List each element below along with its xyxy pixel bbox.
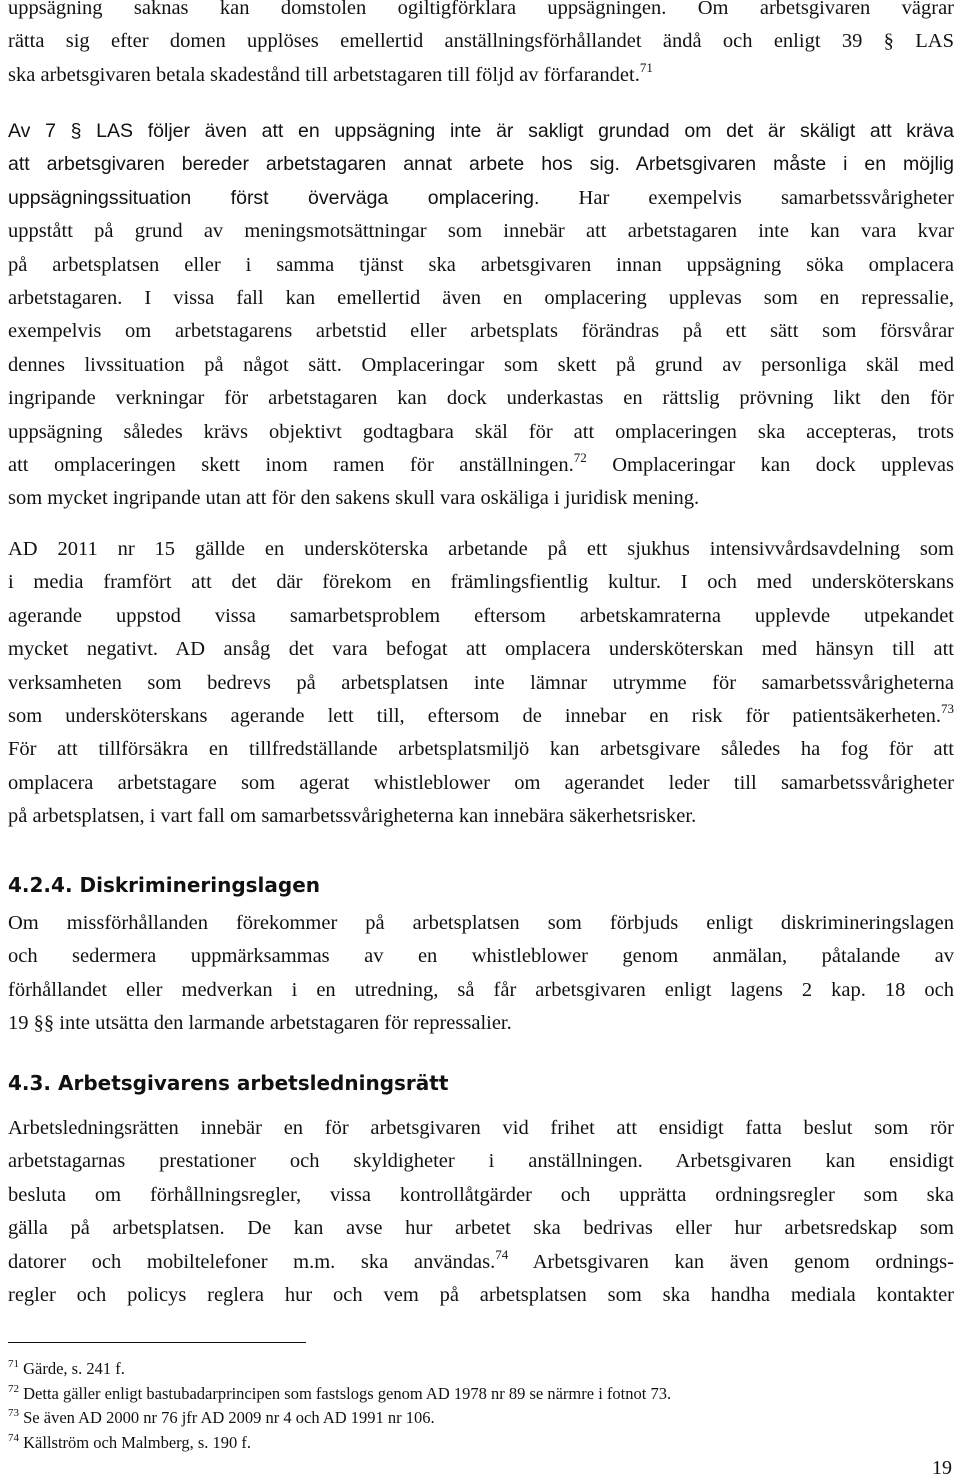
text-line: mycket negativt. AD ansåg det vara befogat att omplacera undersköterskan med hänsyn till att xyxy=(8,638,954,661)
paragraph-diskriminering xyxy=(8,907,954,1041)
footnote-number: 74 xyxy=(8,1431,19,1444)
text-span: ska arbetsgivaren betala skadestånd till arbetstagaren till följd av förfarandet. xyxy=(8,63,640,86)
text-span: Omplaceringar kan dock upplevas xyxy=(586,454,954,477)
text-line: regler och policys reglera hur och vem på arbetsplatsen som ska handha mediala kontakter xyxy=(8,1284,954,1307)
footnote-number: 71 xyxy=(8,1358,19,1370)
text-line: förhållandet eller medverkan i en utredning, så får arbetsgivaren enligt lagens 2 kap. 18 och xyxy=(8,978,954,1001)
text-line: ingripande verkningar för arbetstagaren kan dock underkastas en rättslig prövning likt den för xyxy=(8,387,954,410)
text-line: på arbetsplatsen eller i samma tjänst ska arbetsgivaren innan uppsägning söka omplacera xyxy=(8,253,954,276)
text-line: För att tillförsäkra en tillfredställande arbetsplatsmiljö kan arbetsgivare således ha fog för att xyxy=(8,738,954,761)
page-number: 19 xyxy=(932,1457,952,1479)
text-line: arbetstagarnas prestationer och skyldigheter i anställningen. Arbetsgivaren kan ensidigt xyxy=(8,1150,954,1173)
text-line: rätta sig efter domen upplöses emellertid anställningsförhållandet ändå och enligt 39 § LAS xyxy=(8,30,954,53)
footnote-number: 73 xyxy=(8,1407,19,1419)
footnote-divider xyxy=(8,1342,306,1343)
text-span: uppsägningssituation först överväga omplacering. xyxy=(8,186,540,209)
text-line: omplacera arbetstagare som agerat whistleblower om agerandet leder till samarbetssvårigheter xyxy=(8,771,954,794)
text-line: arbetstagaren. I vissa fall kan emellertid även en omplacering upplevas som en repressalie, xyxy=(8,287,954,310)
footnote xyxy=(8,1382,908,1407)
paragraph-omplacering xyxy=(8,115,954,516)
text-span: datorer och mobiltelefoner m.m. ska användas. xyxy=(8,1250,496,1273)
text-line: på arbetsplatsen, i vart fall om samarbetssvårigheterna kan innebära säkerhetsrisker. xyxy=(8,805,697,828)
footnote-text: Gärde, s. 241 f. xyxy=(23,1359,125,1378)
text-span: att omplaceringen skett inom ramen för anställningen. xyxy=(8,454,574,477)
text-span: Arbetsgivaren kan även genom ordnings- xyxy=(508,1250,954,1273)
text-line: 19 §§ inte utsätta den larmande arbetstagaren för repressalier. xyxy=(8,1012,512,1035)
text-line: och sedermera uppmärksammas av en whistleblower genom anmälan, påtalande av xyxy=(8,945,954,968)
paragraph-continuation xyxy=(8,0,954,92)
text-line: verksamheten som bedrevs på arbetsplatsen inte lämnar utrymme för samarbetssvårigheterna xyxy=(8,671,954,694)
text-line xyxy=(8,182,954,215)
text-line: besluta om förhållningsregler, vissa kontrollåtgärder och upprätta ordningsregler som ska xyxy=(8,1183,954,1206)
text-line: gälla på arbetsplatsen. De kan avse hur arbetet ska bedrivas eller hur arbetsredskap som xyxy=(8,1217,954,1240)
footnote-ref: 73 xyxy=(941,701,954,717)
paragraph-arbetsledningsratt xyxy=(8,1112,954,1312)
text-line xyxy=(8,449,954,482)
text-line: exempelvis om arbetstagarens arbetstid eller arbetsplats förändras på ett sätt som försvårar xyxy=(8,320,954,343)
footnote-text: Källström och Malmberg, s. 190 f. xyxy=(23,1432,252,1452)
text-line xyxy=(8,1246,954,1279)
text-line: AD 2011 nr 15 gällde en undersköterska arbetande på ett sjukhus intensivvårdsavdelning som xyxy=(8,538,954,560)
footnote-text: Detta gäller enligt bastubadarprincipen som fastslogs genom AD 1978 nr 89 se närmre i fotnot 73. xyxy=(23,1383,672,1403)
text-line: uppstått på grund av meningsmotsättningar som innebär att arbetstagaren inte kan vara kvar xyxy=(8,220,954,243)
section-heading: 4.3. Arbetsgivarens arbetsledningsrätt xyxy=(8,1071,449,1095)
footnote xyxy=(8,1431,908,1456)
footnote-number: 72 xyxy=(8,1382,19,1395)
text-line: i media framfört att det där förekom en främlingsfientlig kultur. I och med undersköterskans xyxy=(8,571,954,594)
footnote xyxy=(8,1357,908,1382)
footnote-text: Se även AD 2000 nr 76 jfr AD 2009 nr 4 och AD 1991 nr 106. xyxy=(23,1408,435,1427)
text-line: Arbetsledningsrätten innebär en för arbetsgivaren vid frihet att ensidigt fatta beslut som rör xyxy=(8,1117,954,1139)
text-line: Av 7 § LAS följer även att en uppsägning inte är sakligt grundad om det är skäligt att kräva xyxy=(8,120,954,142)
text-span: Har exempelvis samarbetssvårigheter xyxy=(539,186,954,209)
footnote-ref: 71 xyxy=(639,59,653,75)
text-line: att arbetsgivaren bereder arbetstagaren annat arbete hos sig. Arbetsgivaren måste i en möjlig xyxy=(8,153,954,176)
text-line: som mycket ingripande utan att för den sakens skull vara oskäliga i juridisk mening. xyxy=(8,487,700,510)
footnote-ref: 74 xyxy=(495,1246,509,1262)
section-heading: 4.2.4. Diskrimineringslagen xyxy=(8,873,321,897)
footnotes xyxy=(8,1357,908,1455)
text-line: Om missförhållanden förekommer på arbetsplatsen som förbjuds enligt diskrimineringslagen xyxy=(8,912,954,934)
footnote xyxy=(8,1406,908,1431)
text-line: uppsägning således krävs objektivt godtagbara skäl för att omplaceringen ska accepteras, trots xyxy=(8,420,954,443)
paragraph-ad-2011 xyxy=(8,533,954,834)
text-line: uppsägning saknas kan domstolen ogiltigförklara uppsägningen. Om arbetsgivaren vägrar xyxy=(8,0,954,19)
text-span: som undersköterskans agerande lett till, eftersom de innebar en risk för patientsäkerheten. xyxy=(8,705,941,728)
text-line xyxy=(8,700,954,733)
text-line xyxy=(8,59,954,92)
footnote-ref: 72 xyxy=(573,450,587,466)
text-line: agerande uppstod vissa samarbetsproblem eftersom arbetskamraterna upplevde utpekandet xyxy=(8,604,954,627)
text-line: dennes livssituation på något sätt. Omplaceringar som skett på grund av personliga skäl med xyxy=(8,353,954,376)
